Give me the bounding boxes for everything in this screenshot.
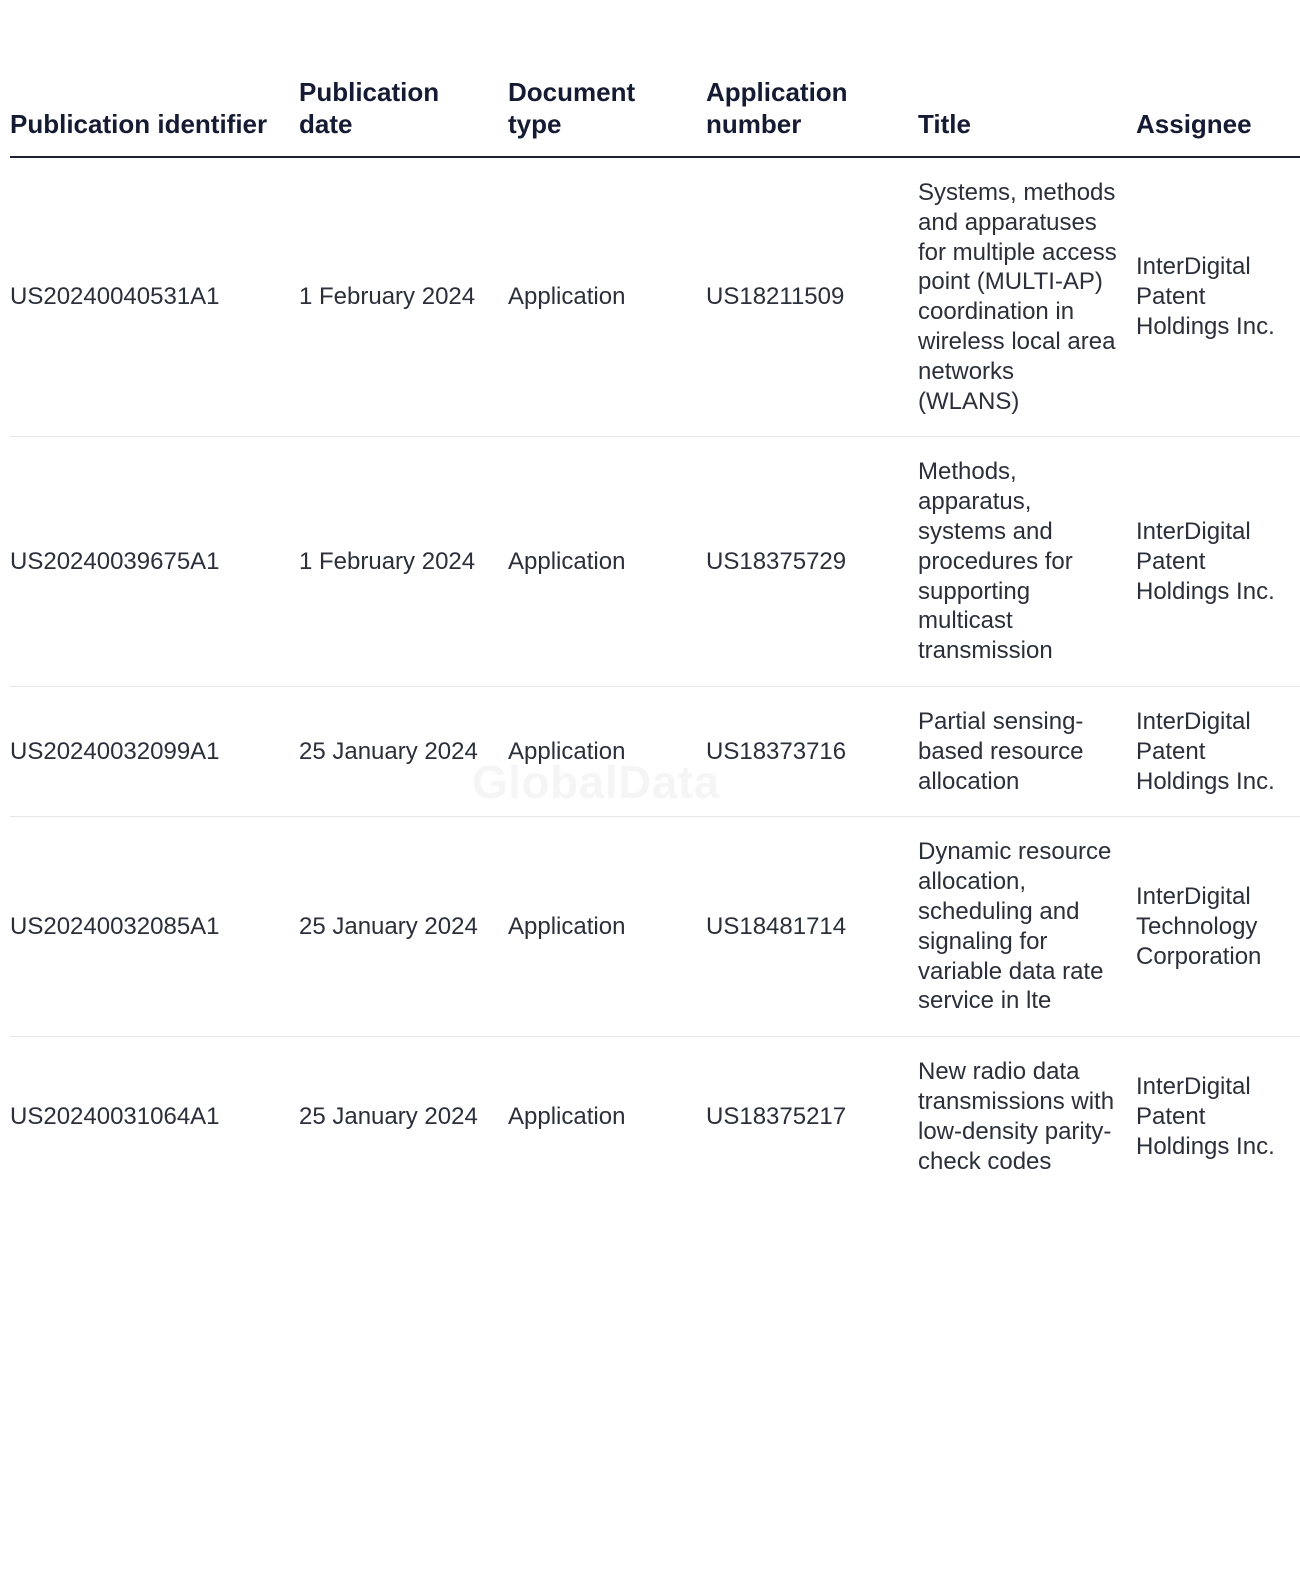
cell-title: Dynamic resource allocation, scheduling and signaling for variable data rate service in lte bbox=[918, 817, 1136, 1037]
cell-application-number: US18375729 bbox=[706, 437, 918, 687]
cell-application-number: US18481714 bbox=[706, 817, 918, 1037]
table-row bbox=[10, 157, 1300, 437]
header-publication-identifier: Publication identifier bbox=[10, 76, 299, 157]
patent-publications-table bbox=[10, 76, 1300, 1196]
cell-assignee: InterDigital Patent Holdings Inc. bbox=[1136, 437, 1300, 687]
table-row bbox=[10, 817, 1300, 1037]
header-publication-date: Publication date bbox=[299, 76, 508, 157]
cell-publication-identifier: US20240032085A1 bbox=[10, 817, 299, 1037]
cell-document-type: Application bbox=[508, 686, 706, 816]
cell-publication-date: 25 January 2024 bbox=[299, 686, 508, 816]
cell-publication-date: 1 February 2024 bbox=[299, 437, 508, 687]
cell-document-type: Application bbox=[508, 157, 706, 437]
cell-title: Partial sensing-based resource allocation bbox=[918, 686, 1136, 816]
patent-table-viewport[interactable] bbox=[10, 0, 1275, 1580]
cell-assignee: InterDigital Technology Corporation bbox=[1136, 817, 1300, 1037]
cell-publication-identifier: US20240031064A1 bbox=[10, 1102, 220, 1130]
cell-title: Methods, apparatus, systems and procedures for supporting multicast transmission bbox=[918, 437, 1136, 687]
table-row bbox=[10, 686, 1300, 816]
cell-assignee: InterDigital Patent Holdings Inc. bbox=[1136, 157, 1300, 437]
table-row bbox=[10, 437, 1300, 687]
header-application-number: Application number bbox=[706, 76, 918, 157]
cell-publication-date: 25 January 2024 bbox=[299, 817, 508, 1037]
header-assignee: Assignee bbox=[1136, 76, 1300, 157]
table-header-row bbox=[10, 76, 1300, 157]
cell-document-type: Application bbox=[508, 817, 706, 1037]
cell-title: Systems, methods and apparatuses for multiple access point (MULTI-AP) coordination in wireless local area networks (WLANS) bbox=[918, 157, 1136, 437]
cell-assignee: InterDigital Patent Holdings Inc. bbox=[1136, 1073, 1275, 1160]
cell-publication-date: 25 January 2024 bbox=[299, 1102, 478, 1130]
cell-publication-identifier: US20240032099A1 bbox=[10, 686, 299, 816]
cell-application-number: US18373716 bbox=[706, 686, 918, 816]
table-row bbox=[10, 1037, 1300, 1197]
header-document-type: Document type bbox=[508, 76, 706, 157]
header-title: Title bbox=[918, 76, 1136, 157]
cell-application-number: US18375217 bbox=[706, 1102, 847, 1130]
cell-publication-date: 1 February 2024 bbox=[299, 157, 508, 437]
cell-title: New radio data transmissions with low-density parity-check codes bbox=[918, 1058, 1115, 1175]
cell-publication-identifier: US20240039675A1 bbox=[10, 437, 299, 687]
cell-application-number: US18211509 bbox=[706, 157, 918, 437]
cell-document-type: Application bbox=[508, 437, 706, 687]
cell-publication-identifier: US20240040531A1 bbox=[10, 157, 299, 437]
cell-assignee: InterDigital Patent Holdings Inc. bbox=[1136, 686, 1300, 816]
cell-document-type: Application bbox=[508, 1102, 626, 1130]
